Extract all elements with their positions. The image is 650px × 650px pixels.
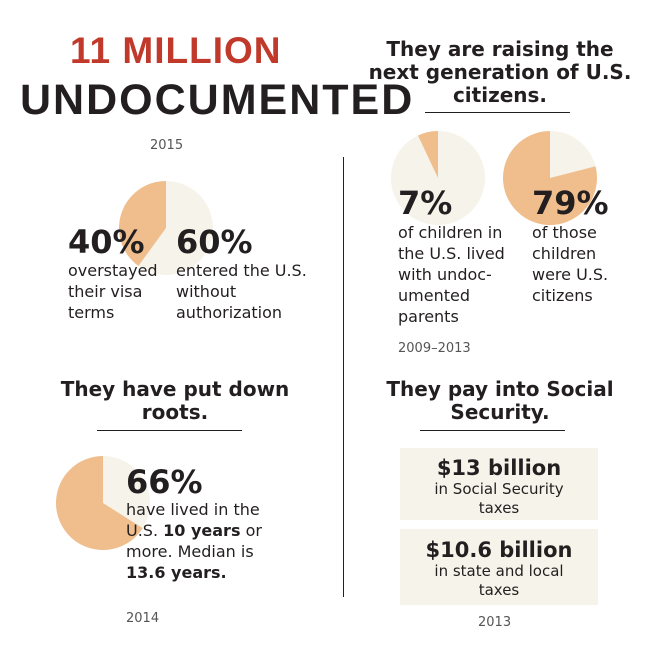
roots-desc — [126, 499, 286, 583]
roots-desc-a: have lived in the U.S. — [126, 500, 260, 540]
year-2015: 2015 — [150, 138, 184, 153]
without-authorization-desc: entered the U.S. without authorization — [176, 261, 307, 322]
social-security-taxes-box — [400, 448, 598, 520]
overstayed-pct: 40% — [68, 223, 145, 261]
children-desc: of children in the U.S. lived with undoc- umented parents — [398, 223, 505, 326]
roots-desc-c: or more. Median is — [126, 521, 262, 561]
title-line-1: 11 MILLION — [70, 30, 282, 71]
social-security-label: in Social Security taxes — [434, 480, 564, 517]
next-generation-rule — [425, 112, 570, 113]
citizens-desc: of those children were U.S. citizens — [532, 223, 609, 305]
roots-pct: 66% — [126, 463, 203, 501]
roots-desc-d: 13.6 years. — [126, 563, 227, 582]
next-generation-heading: They are raising the next generation of U.S. citizens. — [368, 37, 632, 107]
roots-rule — [97, 430, 242, 431]
citizens-pct: 79% — [532, 184, 609, 222]
state-local-taxes-box — [400, 529, 598, 605]
column-divider — [343, 157, 344, 597]
social-security-rule — [420, 430, 565, 431]
title-line-2: UNDOCUMENTED — [20, 76, 415, 124]
overstayed-desc: overstayed their visa terms — [68, 261, 158, 322]
state-local-amount: $10.6 billion — [425, 538, 573, 562]
roots-desc-b: 10 years — [163, 521, 241, 540]
without-authorization-pct: 60% — [176, 223, 253, 261]
children-pct: 7% — [398, 184, 453, 222]
year-2014: 2014 — [126, 611, 160, 626]
social-security-heading: They pay into Social Security. — [386, 377, 614, 424]
year-2013: 2013 — [478, 615, 512, 630]
roots-heading: They have put down roots. — [60, 377, 290, 424]
state-local-label: in state and local taxes — [434, 562, 564, 599]
year-2009-2013: 2009–2013 — [398, 341, 471, 356]
social-security-amount: $13 billion — [436, 456, 562, 480]
